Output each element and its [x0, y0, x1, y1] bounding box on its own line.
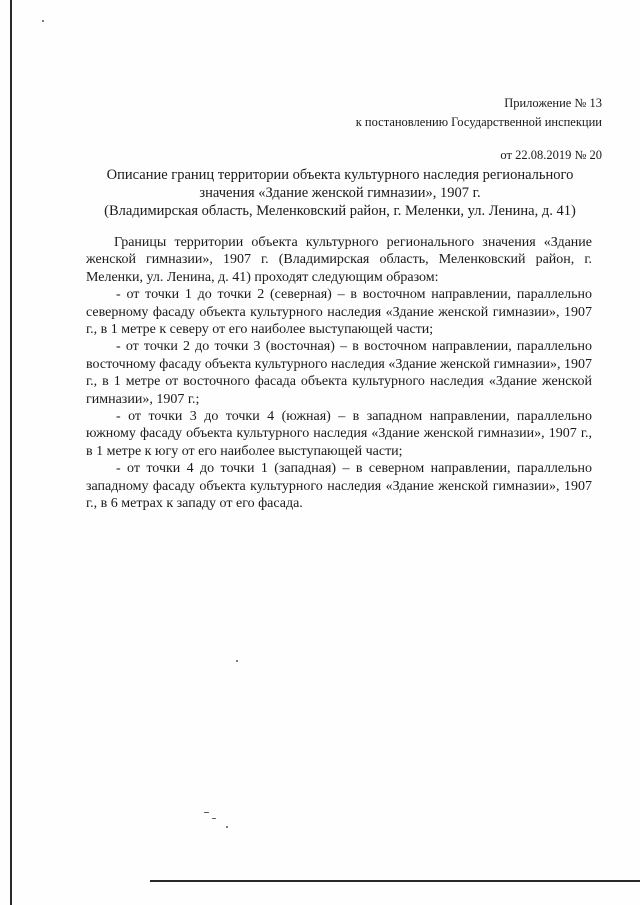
scan-speck	[226, 826, 228, 828]
title-line-2: значения «Здание женской гимназии», 1907 г.	[199, 185, 481, 201]
document-body	[86, 234, 592, 513]
boundary-item-2: - от точки 2 до точки 3 (восточная) – в восточном направлении, параллельно восточному фасаду объекта культурного наследия «Здание женской гимназии», 1907 г., в 1 метре от восточного фасада объекта культурного наследия «Здание женской гимназии», 1907 г.;	[86, 339, 592, 407]
title-line-3: (Владимирская область, Меленковский район, г. Меленки, ул. Ленина, д. 41)	[104, 203, 576, 219]
scan-speck	[236, 660, 238, 662]
scan-speck	[212, 818, 216, 819]
scan-edge-bottom	[150, 880, 640, 882]
document-title	[60, 166, 620, 220]
title-line-1: Описание границ территории объекта культурного наследия регионального	[106, 167, 574, 183]
boundary-item-3: - от точки 3 до точки 4 (южная) – в западном направлении, параллельно южному фасаду объекта культурного наследия «Здание женской гимназии», 1907 г., в 1 метре к югу от его наиболее выступающей части;	[86, 409, 592, 459]
intro-paragraph: Границы территории объекта культурного регионального значения «Здание женской гимназии», 1907 г. (Владимирская область, Меленковский район, г. Меленки, ул. Ленина, д. 41) проходят следующим образом:	[86, 235, 592, 285]
boundary-item-1: - от точки 1 до точки 2 (северная) – в восточном направлении, параллельно северному фасаду объекта культурного наследия «Здание женской гимназии», 1907 г., в 1 метре к северу от его наиболее выступающей части;	[86, 287, 592, 338]
scan-edge-left	[10, 0, 12, 905]
appendix-header	[356, 94, 602, 165]
resolution-date-number: от 22.08.2019 № 20	[500, 148, 602, 162]
resolution-reference: к постановлению Государственной инспекции	[355, 115, 602, 129]
scan-speck	[204, 812, 209, 813]
scan-speck	[42, 20, 44, 22]
boundary-item-4: - от точки 4 до точки 1 (западная) – в северном направлении, параллельно западному фасаду объекта культурного наследия «Здание женской гимназии», 1907 г., в 6 метрах к западу от его фасада.	[86, 461, 592, 512]
appendix-number: Приложение № 13	[504, 96, 602, 110]
